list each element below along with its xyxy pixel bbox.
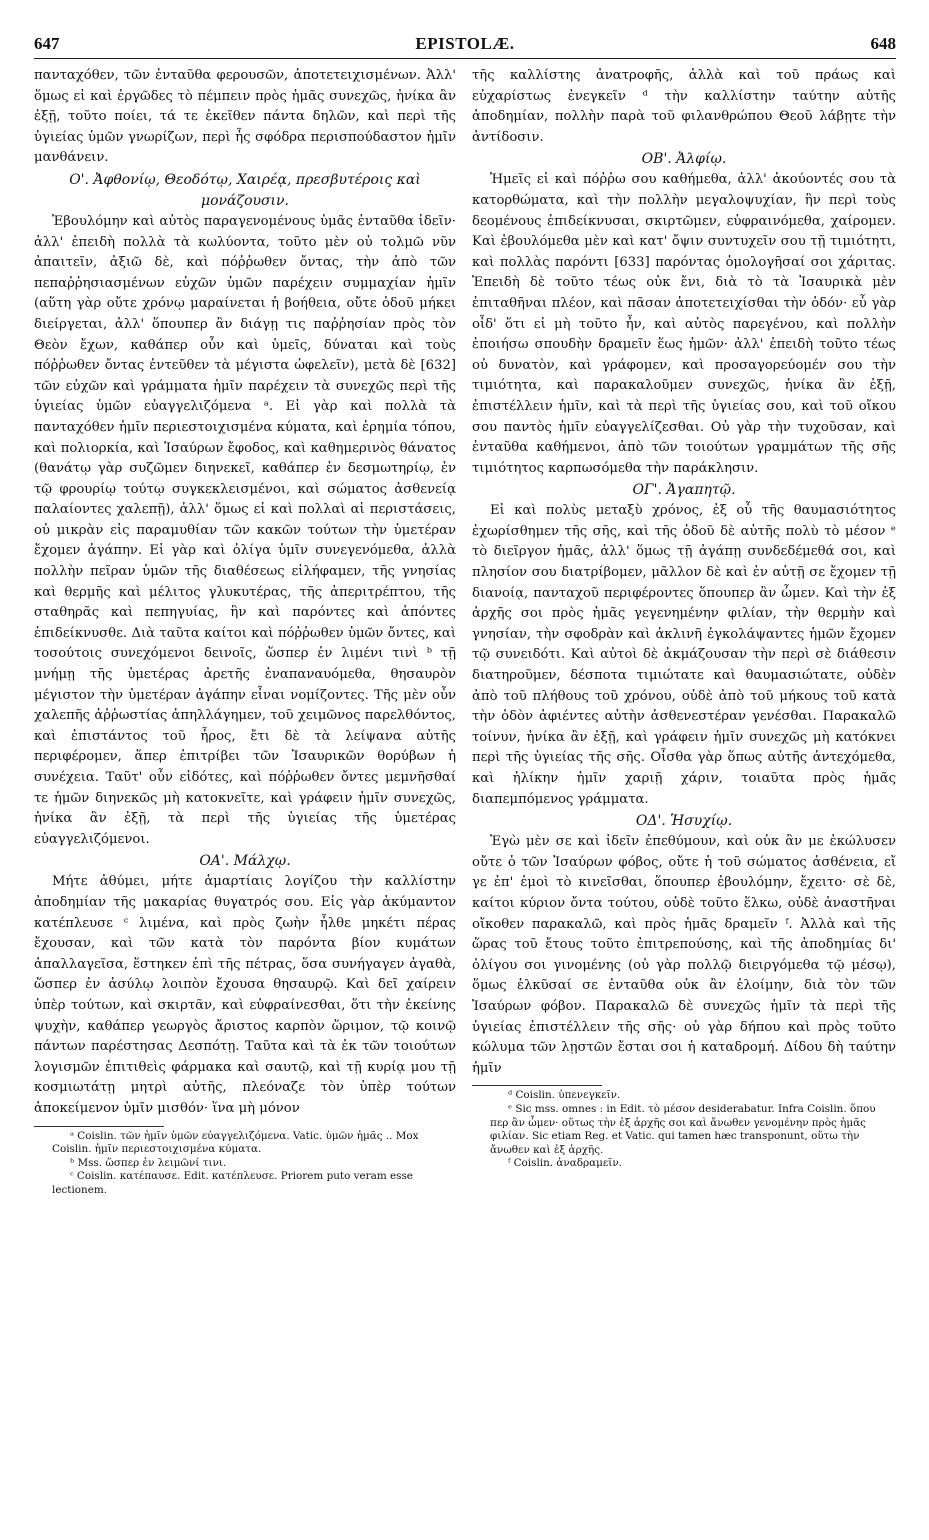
paragraph: Ἐβουλόμην καὶ αὐτὸς παραγενομένους ὑμᾶς ἐνταῦθα ἰδεῖν· ἀλλ' ἐπειδὴ πολλὰ τὰ κωλύοντα, τοῦτο μὲν οὐ τολμῶ νῦν ἀπαιτεῖν, ἀξιῶ δὲ, καὶ πόῤῥωθεν ὄντας, τὴν ἀπὸ τῶν πεπαῤῥησιασμένων εὐχῶν ὑμῶν παρέχειν συμμαχίαν ἡμῖν (αὕτη γὰρ οὔτε χρόνῳ μαραίνεται ἡ βοήθεια, οὔτε ὁδοῦ μήκει διείργεται, ἀλλ' ὅπουπερ ἂν διάγῃ τις παῤῥησίαν πρὸς τὸν Θεὸν ἔχων, καθάπερ οὖν καὶ ὑμεῖς, δύναται καὶ τοὺς πόῤῥωθεν ὄντας ἐντεῦθεν τὰ μέγιστα ὠφελεῖν), μετὰ δὲ [632] τῶν εὐχῶν καὶ γράμματα ἡμῖν παρέχειν τὰ συνεχῶς περὶ τῆς ὑγιείας ὑμῶν εὐαγγελιζόμενα ᵃ. Εἰ γὰρ καὶ πολλὰ τὰ πανταχόθεν ἡμῖν περιεστοιχισμένα κύματα, καὶ ἐρημία τόπου, καὶ πολιορκία, καὶ Ἰσαύρων ἔφοδος, καὶ καθημερινὸς θάνατος (θανάτῳ γὰρ συζῶμεν διηνεκεῖ, καθάπερ ἐν δεσμωτηρίῳ, ἐν τῷ φρουρίῳ τούτῳ συγκεκλεισμένοι, καὶ σώματος ἀσθενείᾳ παλαίοντες χαλεπῇ), ἀλλ' ὅμως εἰ καὶ πολλαὶ αἱ περιστάσεις, οὐ μικρὰν εἰς παραμυθίαν τῶν κακῶν τούτων τὴν ὑμετέραν ἔχομεν ἀγάπην. Εἰ γὰρ καὶ ὀλίγα ὑμῖν συνεγενόμεθα, ἀλλὰ πολλὴν πεῖραν ὑμῶν τῆς διαθέσεως εἰλήφαμεν, τῆς γνησίας καὶ θερμῆς καὶ μέλιτος γλυκυτέρας, τῆς ἀπεριτρέπτου, τῆς σταθηρᾶς καὶ πεπηγυίας, ἣν καὶ παρόντες καὶ ἀπόντες ἐπιδείκνυσθε. Διὰ ταῦτα καίτοι καὶ πόῤῥωθεν ὑμῶν ὄντες, καὶ τοσούτοις συνεχόμενοι δεινοῖς, ὥσπερ ἐν λιμένι τινὶ ᵇ τῇ μνήμῃ τῆς ὑμετέρας ἀρετῆς ἐναπαναυόμεθα, θησαυρὸν μέγιστον τὴν ὑμετέραν ἀγάπην εἶναι νομίζοντες. Τῆς μὲν οὖν χαλεπῆς ἀῤῥωστίας ἀπηλλάγημεν, τοῦ χειμῶνος παρελθόντος, καὶ ἐπιστάντος τοῦ ἦρος, ἔτι δὲ τὰ λείψανα αὐτῆς περιφέρομεν, ἅπερ ἐπιτρίβει τῶν Ἰσαυρικῶν θορύβων ἡ συνέχεια. Ταῦτ' οὖν εἰδότες, καὶ πόῤῥωθεν ὄντες μεμνῆσθαί τε ἡμῶν διηνεκῶς μὴ κατοκνεῖτε, καὶ γράφειν ἡμῖν συνεχῶς, ἡνίκα ἂν ἐξῇ, τὰ περὶ τῆς ὑγιείας τῆς ὑμετέρας εὐαγγελιζόμενοι.	[34, 213, 456, 847]
footnote: ᵃ Coislin. τῶν ἡμῖν ὑμῶν εὐαγγελιζόμενα. Vatic. ὑμῶν ἡμᾶς .. Mox Coislin. ἡμῖν περιεστοιχισμένα κύματα.	[52, 1129, 419, 1156]
right-column	[472, 66, 896, 1171]
paragraph: Εἰ καὶ πολὺς μεταξὺ χρόνος, ἐξ οὗ τῆς θαυμασιότητος ἐχωρίσθημεν τῆς σῆς, καὶ τῆς ὁδοῦ δὲ αὐτῆς πολὺ τὸ μέσον ᵉ τὸ διεῖργον ἡμᾶς, ἀλλ' ὅμως τῇ ἀγάπῃ συνδεδέμεθά σοι, καὶ πλησίον σου διατρίβομεν, μᾶλλον δὲ καὶ ἐν αὐτῇ σε ἔχομεν τῇ διανοίᾳ, πανταχοῦ περιφέροντες ὅπουπερ ἂν ὦμεν. Καὶ τὴν ἐξ ἀρχῆς σοι πρὸς ἡμᾶς γεγενημένην φιλίαν, τὴν θερμὴν καὶ γνησίαν, τὴν σφοδρὰν καὶ ἀκλινῆ ἐγκολάψαντες ἡμῶν ἔχομεν τῷ συνειδότι. Καὶ αὐτοὶ δὲ ἀκμάζουσαν τὴν περὶ σὲ διάθεσιν διατηροῦμεν, δέσποτα τιμιώτατε καὶ θαυμασιώτατε, οὐδὲν ἀπὸ τοῦ πλήθους τοῦ χρόνου, οὐδὲ ἀπὸ τοῦ μήκους τοῦ κατὰ τὴν ὁδὸν ἀφιέντες αὐτὴν ἀσθενεστέραν γενέσθαι. Παρακαλῶ τοίνυν, ἡνίκα ἂν ἐξῇ, καὶ γράφειν ἡμῖν συνεχῶς μὴ κατόκνει περὶ τῆς ὑγιείας τῆς σῆς. Οἶσθα γὰρ ὅπως αὐτῆς ἀντεχόμεθα, καὶ ἡλίκην ἡμῖν χαριῇ χάριν, τοιαῦτα πρὸς ἡμᾶς διαπεμπόμενος γράμματα.	[472, 503, 896, 807]
header-rule	[34, 58, 896, 59]
footnote: ᶠ Coislin. ἀναδραμεῖν.	[508, 1157, 622, 1170]
running-title: EPISTOLÆ.	[415, 34, 515, 53]
footnote: ᵈ Coislin. ὑπενεγκεῖν.	[508, 1089, 621, 1102]
footnote: ᵇ Mss. ὥσπερ ἐν λειμῶνί τινι.	[70, 1156, 227, 1169]
letter-heading: ΟΑ'. Μάλχῳ.	[199, 853, 291, 870]
footnote: ᵉ Sic mss. omnes : in Edit. τὸ μέσον desiderabatur. Infra Coislin. ὅπου περ ἂν ὦμεν· οὕτως τὴν ἐξ ἀρχῆς σοι καὶ ἄνωθεν γενομένην πρὸς ἡμᾶς φιλίαν. Sic etiam Reg. et Vatic. qui tamen hæc transponunt, οὕτω τὴν ἄνωθεν καὶ ἐξ ἀρχῆς.	[490, 1102, 876, 1156]
left-column	[34, 66, 456, 1197]
page-number-left: 647	[34, 34, 60, 53]
paragraph: τῆς καλλίστης ἀνατροφῆς, ἀλλὰ καὶ τοῦ πράως καὶ εὐχαρίστως ἐνεγκεῖν ᵈ τὴν καλλίστην ταύτην αὐτῆς ἀποδημίαν, πολλὴν παρὰ τοῦ φιλανθρώπου Θεοῦ λάβῃτε τὴν ἀντίδοσιν.	[472, 68, 896, 145]
letter-heading: ΟΔ'. Ἡσυχίῳ.	[635, 813, 733, 830]
letter-heading: ΟΒ'. Ἀλφίῳ.	[641, 151, 727, 168]
letter-heading: ΟΓ'. Ἀγαπητῷ.	[632, 482, 736, 499]
footnote-rule	[34, 1126, 164, 1127]
paragraph: πανταχόθεν, τῶν ἐνταῦθα φερουσῶν, ἀποτετειχισμένων. Ἀλλ' ὅμως εἰ καὶ ἐργῶδες τὸ πέμπειν πρὸς ἡμᾶς συνεχῶς, ἡνίκα ἂν ἐξῇ, τοῦτο ποίει, τά τε ἐκεῖθεν πάντα δηλῶν, καὶ περὶ τῆς ὑγιείας ὑμῶν γνωρίζων, περὶ ἧς σφόδρα περισπούδαστον ἡμῖν μανθάνειν.	[34, 68, 456, 166]
page-number-right: 648	[870, 34, 896, 53]
paragraph: Ἐγὼ μὲν σε καὶ ἰδεῖν ἐπεθύμουν, καὶ οὐκ ἂν με ἐκώλυσεν οὔτε ὁ τῶν Ἰσαύρων φόβος, οὔτε ἡ τοῦ σώματος ἀσθένεια, εἴ γε ἐπ' ἐμοὶ τὸ κινεῖσθαι, ὅπουπερ ἐβουλόμην, ἔχειτο· σὲ δὲ, καίτοι κύριον ὄντα τούτου, οὐδὲ τοῦτο ἕλκω, οὐδὲ ἀναστῆναι οἴκοθεν παρακαλῶ, καὶ πρὸς ἡμᾶς δραμεῖν ᶠ. Ἀλλὰ καὶ τῆς ὥρας τοῦ ἔτους τοῦτο ἐπιτρεπούσης, καὶ τῆς ἀποδημίας δι' ὀλίγου σοι γινομένης (οὐ γὰρ πολλῷ διειργόμεθα τῷ μέσῳ), ὅμως ἑλκῦσαί σε ἐνταῦθα οὐκ ἂν ἑλοίμην, διὰ τὸν τῶν Ἰσαύρων φόβον. Παρακαλῶ δὲ συνεχῶς ἡμῖν τὰ περὶ τῆς ὑγιείας ἐπιστέλλειν τῆς σῆς· οὐ γὰρ δήπου καὶ πρὸς τοῦτο κώλυμα τῶν λῃστῶν ἔσται σοι ἡ καταδρομή. Δίδου δὴ ταύτην ἡμῖν	[472, 834, 896, 1076]
footnote: ᶜ Coislin. κατέπαυσε. Edit. κατέπλευσε. Priorem puto veram esse lectionem.	[52, 1170, 413, 1196]
page-header	[34, 34, 896, 56]
paragraph: Μήτε ἀθύμει, μήτε ἁμαρτίαις λογίζου τὴν καλλίστην ἀποδημίαν τῆς μακαρίας θυγατρός σου. Εἰς γὰρ ἀκύμαντον κατέπλευσε ᶜ λιμένα, καὶ πρὸς ζωὴν ἦλθε μηκέτι πέρας ἔχουσαν, καὶ τῶν κατὰ τὸν παρόντα βίον κυμάτων ἀπαλλαγεῖσα, ἕστηκεν ἐπὶ τῆς πέτρας, ὅσα συνήγαγεν ἀγαθὰ, ὥσπερ ἐν ἀσύλῳ λοιπὸν ἔχουσα θησαυρῷ. Καὶ δεῖ χαίρειν ὑπὲρ τούτων, καὶ σκιρτᾶν, καὶ εὐφραίνεσθαι, ὅτι τὴν ἐκείνης ψυχὴν, καθάπερ γεωργὸς ἄριστος καρπὸν ὥριμον, τῷ κοινῷ πάντων παρέστησας Δεσπότῃ. Ταῦτα καὶ τὰ ἐκ τῶν τοιούτων λογισμῶν ἐπιτιθεὶς φάρμακα καὶ σαυτῷ, καὶ τῇ κυρίᾳ μου τῇ κοσμιωτάτῃ μητρὶ αὐτῆς, πλεόναζε τὸν ὑπὲρ τούτων ἀποκείμενον ὑμῖν μισθόν· ἵνα μὴ μόνον	[34, 874, 456, 1116]
letter-heading: Ο'. Ἀφθονίῳ, Θεοδότῳ, Χαιρέᾳ, πρεσβυτέροις καὶ μονάζουσιν.	[69, 171, 421, 209]
paragraph: Ἡμεῖς εἰ καὶ πόῤῥω σου καθήμεθα, ἀλλ' ἀκούοντές σου τὰ κατορθώματα, καὶ τὴν πολλὴν μεγαλοψυχίαν, ἣν περὶ τοὺς δεομένους ἐπιδείκνυσαι, σκιρτῶμεν, εὐφραινόμεθα, χαίρομεν. Καὶ ἐβουλόμεθα μὲν καὶ κατ' ὄψιν συντυχεῖν σου τῇ τιμιότητι, καὶ πολλὰς παρόντι [633] παρόντας ὁμολογῆσαί σοι χάριτας. Ἐπειδὴ δὲ τοῦτο τέως οὐκ ἔνι, διὰ τὸ τὰ Ἰσαυρικὰ μὲν ἐπιταθῆναι πλέον, καὶ πᾶσαν ἀποτετειχίσθαι τὴν ὁδόν· εὖ γὰρ οἶδ' ὅτι εἰ μὴ τοῦτο ἦν, καὶ αὐτὸς παρεγένου, καὶ πολλὴν ἐποιήσω σπουδὴν δραμεῖν ἕως ἡμῶν· ἀλλ' ἐπειδὴ τοῦτο τέως οὐ δυνατὸν, καὶ γράφομεν, καὶ προσαγορεύομέν σου τὴν τιμιότητα, καὶ παρακαλοῦμεν συνεχῶς, ἡνίκα ἂν ἐξῇ, ἐπιστέλλειν ἡμῖν, καὶ τὰ περὶ τῆς ὑγιείας σου, καὶ τοῦ οἴκου σου παντὸς ἡμῖν εὐαγγελίζεσθαι. Οὐ γὰρ τὴν τυχοῦσαν, καὶ ἐνταῦθα καθήμενοι, ἀπὸ τῶν τοιούτων γραμμάτων τῆς σῆς τιμιότητος καρπωσόμεθα τὴν παράκλησιν.	[472, 172, 896, 476]
footnote-rule	[472, 1085, 602, 1086]
